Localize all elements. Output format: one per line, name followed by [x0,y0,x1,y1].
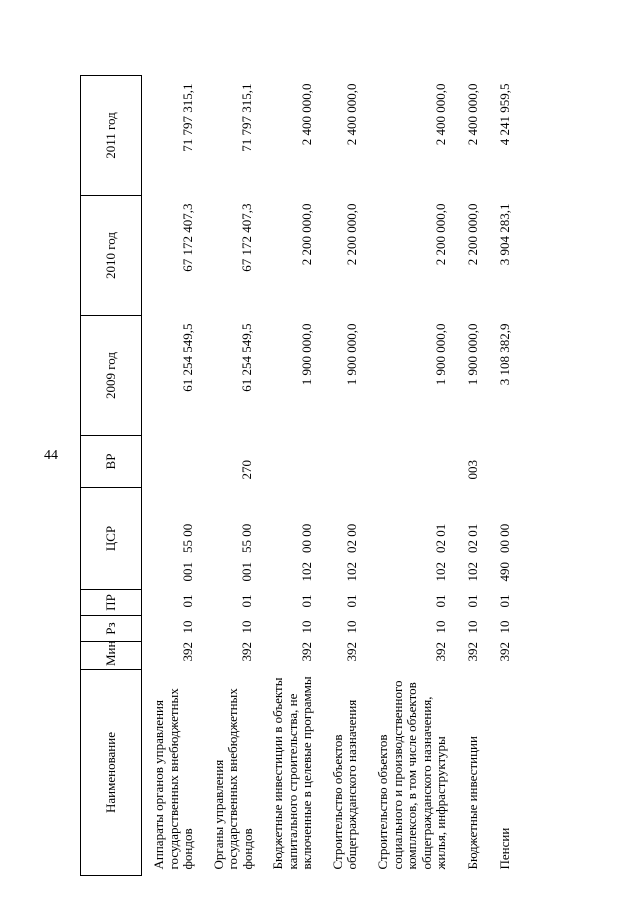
header-2009: 2009 год [81,316,142,436]
row-2010: 67 172 407,3 [179,203,195,272]
header-vr: ВР [81,436,142,488]
row-min: 392 [464,642,480,662]
row-csr-program: 102 [464,562,480,582]
row-name: Органы управления государственных внебюджетных фондов [210,688,255,870]
row-pr: 01 [298,594,314,608]
row-name: Строительство объектов социального и производственного комплексов, в том числе объектов общегражданского назначения, жилья, инфраструктуры [375,680,449,870]
row-csr [455,488,487,590]
row-csr-subcode: 02 00 [344,523,360,553]
row-rz: 10 [496,620,512,634]
row-rz: 10 [179,620,195,634]
row-2010: 2 200 000,0 [298,203,314,266]
row-vr [366,436,455,488]
row-name: Бюджетные инвестиции [465,736,481,870]
row-csr [321,488,366,590]
table-row [202,76,262,876]
row-csr-program: 102 [298,562,314,582]
row-rz: 10 [432,620,448,634]
row-2011: 4 241 959,5 [496,83,512,146]
row-2009: 3 108 382,9 [496,323,512,386]
row-rz: 10 [298,620,314,634]
row-rz: 10 [239,620,255,634]
row-2009: 1 900 000,0 [298,323,314,386]
row-min: 392 [432,642,448,662]
row-min: 392 [298,642,314,662]
header-rz: Рз [81,616,142,642]
row-2010: 2 200 000,0 [464,203,480,266]
row-csr [366,488,455,590]
row-rz: 10 [344,620,360,634]
header-name: Наименование [81,670,142,876]
row-2009: 61 254 549,5 [239,323,255,392]
row-min: 392 [344,642,360,662]
row-2011: 2 400 000,0 [298,83,314,146]
row-csr [261,488,321,590]
row-2011: 2 400 000,0 [432,83,448,146]
row-2011: 2 400 000,0 [464,83,480,146]
page-number: 44 [44,448,58,463]
row-pr: 01 [239,594,255,608]
header-pr: ПР [81,590,142,616]
row-csr-subcode: 55 00 [179,523,195,553]
row-pr: 01 [179,594,195,608]
row-vr [261,436,321,488]
table-row [142,76,202,876]
row-vr: 003 [464,460,480,480]
row-min: 392 [496,642,512,662]
row-2010: 67 172 407,3 [239,203,255,272]
row-csr-subcode: 00 00 [298,523,314,553]
header-2011: 2011 год [81,76,142,196]
row-csr [487,488,519,590]
row-vr [321,436,366,488]
row-csr-program: 102 [344,562,360,582]
row-rz: 10 [464,620,480,634]
row-csr-subcode: 02 01 [432,523,448,553]
row-vr: 270 [239,460,255,480]
row-csr-program: 490 [496,562,512,582]
row-csr [142,488,202,590]
row-name: Строительство объектов общегражданского назначения [329,699,360,870]
table-row [321,76,366,876]
row-2009: 1 900 000,0 [432,323,448,386]
table-row [261,76,321,876]
row-2009: 1 900 000,0 [344,323,360,386]
table-row [455,76,487,876]
row-csr-subcode: 00 00 [496,523,512,553]
header-csr: ЦСР [81,488,142,590]
table-header-row [81,76,142,876]
row-csr-program: 001 [239,562,255,582]
row-csr [202,488,262,590]
row-2011: 71 797 315,1 [179,83,195,152]
table-row [366,76,455,876]
budget-table [80,76,620,876]
header-min: Мин [81,642,142,670]
row-2009: 61 254 549,5 [179,323,195,392]
table-row [487,76,519,876]
row-pr: 01 [432,594,448,608]
row-name: Бюджетные инвестиции в объекты капитального строительства, не включенные в целевые программы [270,676,315,870]
row-pr: 01 [496,594,512,608]
row-2010: 2 200 000,0 [432,203,448,266]
row-2010: 2 200 000,0 [344,203,360,266]
row-2011: 2 400 000,0 [344,83,360,146]
row-2009: 1 900 000,0 [464,323,480,386]
row-csr-subcode: 02 01 [464,523,480,553]
row-pr: 01 [464,594,480,608]
row-csr-subcode: 55 00 [239,523,255,553]
row-vr [142,436,202,488]
row-name: Пенсии [497,827,513,870]
row-2011: 71 797 315,1 [239,83,255,152]
row-min: 392 [239,642,255,662]
row-csr-program: 102 [432,562,448,582]
row-csr-program: 001 [179,562,195,582]
row-name: Аппараты органов управления государственных внебюджетных фондов [151,688,196,870]
row-2010: 3 904 283,1 [496,203,512,266]
row-pr: 01 [344,594,360,608]
row-min: 392 [179,642,195,662]
header-2010: 2010 год [81,196,142,316]
row-vr [487,436,519,488]
